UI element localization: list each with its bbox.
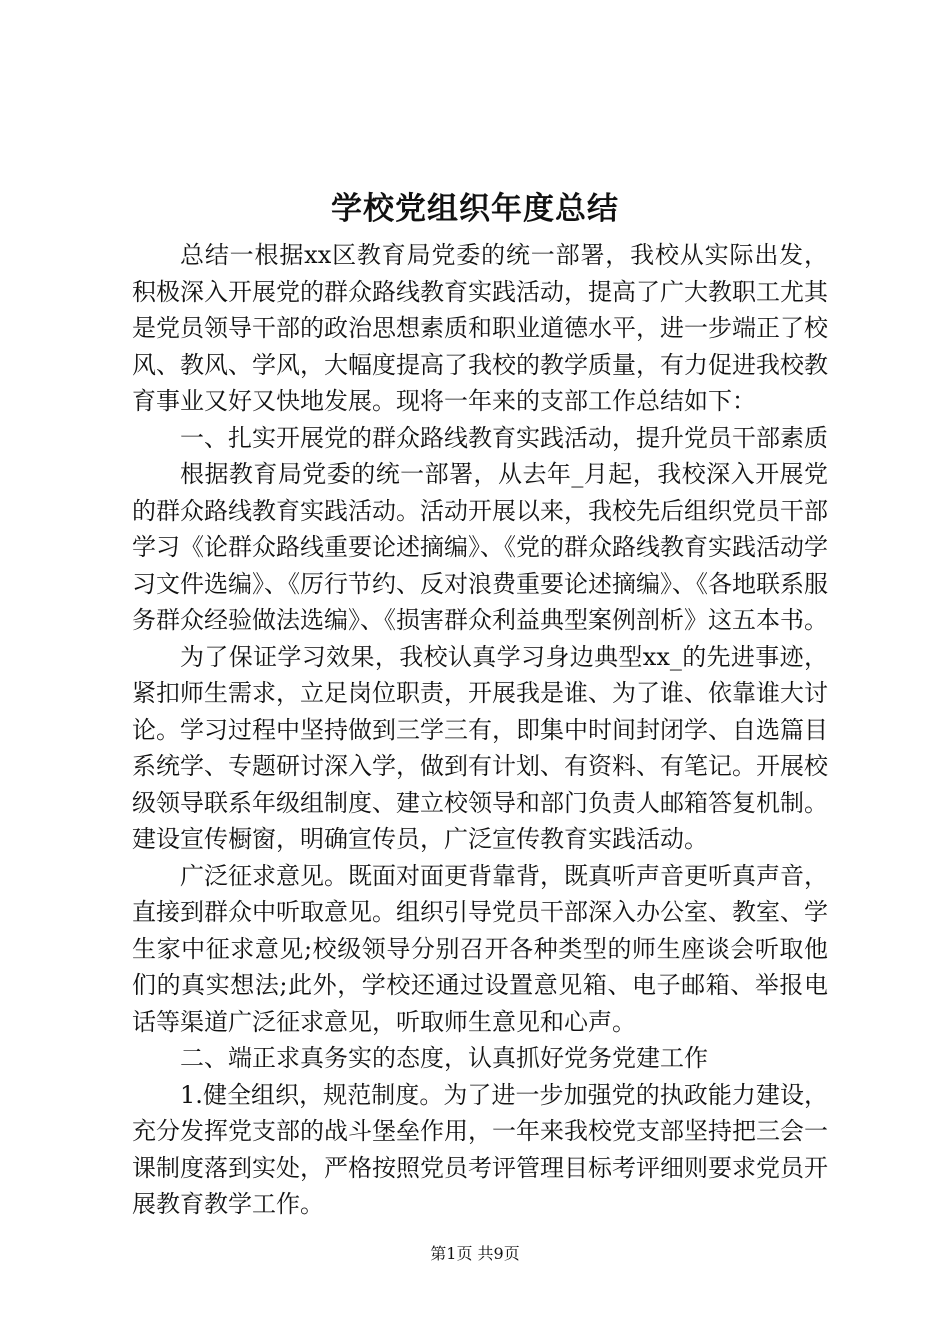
section-heading-1: 一、扎实开展党的群众路线教育实践活动，提升党员干部素质 [180,423,828,452]
page-footer: 第1页 共9页 [430,1244,520,1263]
paragraph-effect: 为了保证学习效果，我校认真学习身边典型xx_的先进事迹，紧扣师生需求，立足岗位职责，开展我是谁、为了谁、依靠谁大讨论。学习过程中坚持做到三学三有，即集中时间封闭学、自选篇目系统学、专题研讨深入学，做到有计划、有资料、有笔记。开展校级领导联系年级组制度、建立校领导和部门负责人邮箱答复机制。建设宣传橱窗，明确宣传员，广泛宣传教育实践活动。 [132,642,828,853]
paragraph-opinions: 广泛征求意见。既面对面更背靠背，既真听声音更听真声音，直接到群众中听取意见。组织引导党员干部深入办公室、教室、学生家中征求意见;校级领导分别召开各种类型的师生座谈会听取他们的真实想法;此外，学校还通过设置意见箱、电子邮箱、举报电话等渠道广泛征求意见，听取师生意见和心声。 [132,861,828,1036]
document-title: 学校党组织年度总结 [331,191,619,227]
section-heading-2: 二、端正求真务实的态度，认真抓好党务党建工作 [180,1044,708,1072]
paragraph-intro: 总结一根据xx区教育局党委的统一部署，我校从实际出发，积极深入开展党的群众路线教育实践活动，提高了广大教职工尤其是党员领导干部的政治思想素质和职业道德水平，进一步端正了校风、教风、学风，大幅度提高了我校的教学质量，有力促进我校教育事业又好又快地发展。现将一年来的支部工作总结如下： [132,241,828,415]
paragraph-study: 根据教育局党委的统一部署，从去年_月起，我校深入开展党的群众路线教育实践活动。活动开展以来，我校先后组织党员干部学习《论群众路线重要论述摘编》、《党的群众路线教育实践活动学习文件选编》、《厉行节约、反对浪费重要论述摘编》、《各地联系服务群众经验做法选编》、《损害群众利益典型案例剖析》这五本书。 [132,460,828,634]
paragraph-organization: 1.健全组织，规范制度。为了进一步加强党的执政能力建设，充分发挥党支部的战斗堡垒作用，一年来我校党支部坚持把三会一课制度落到实处，严格按照党员考评管理目标考评细则要求党员开展教育教学工作。 [132,1080,828,1218]
document-body [132,237,828,1223]
